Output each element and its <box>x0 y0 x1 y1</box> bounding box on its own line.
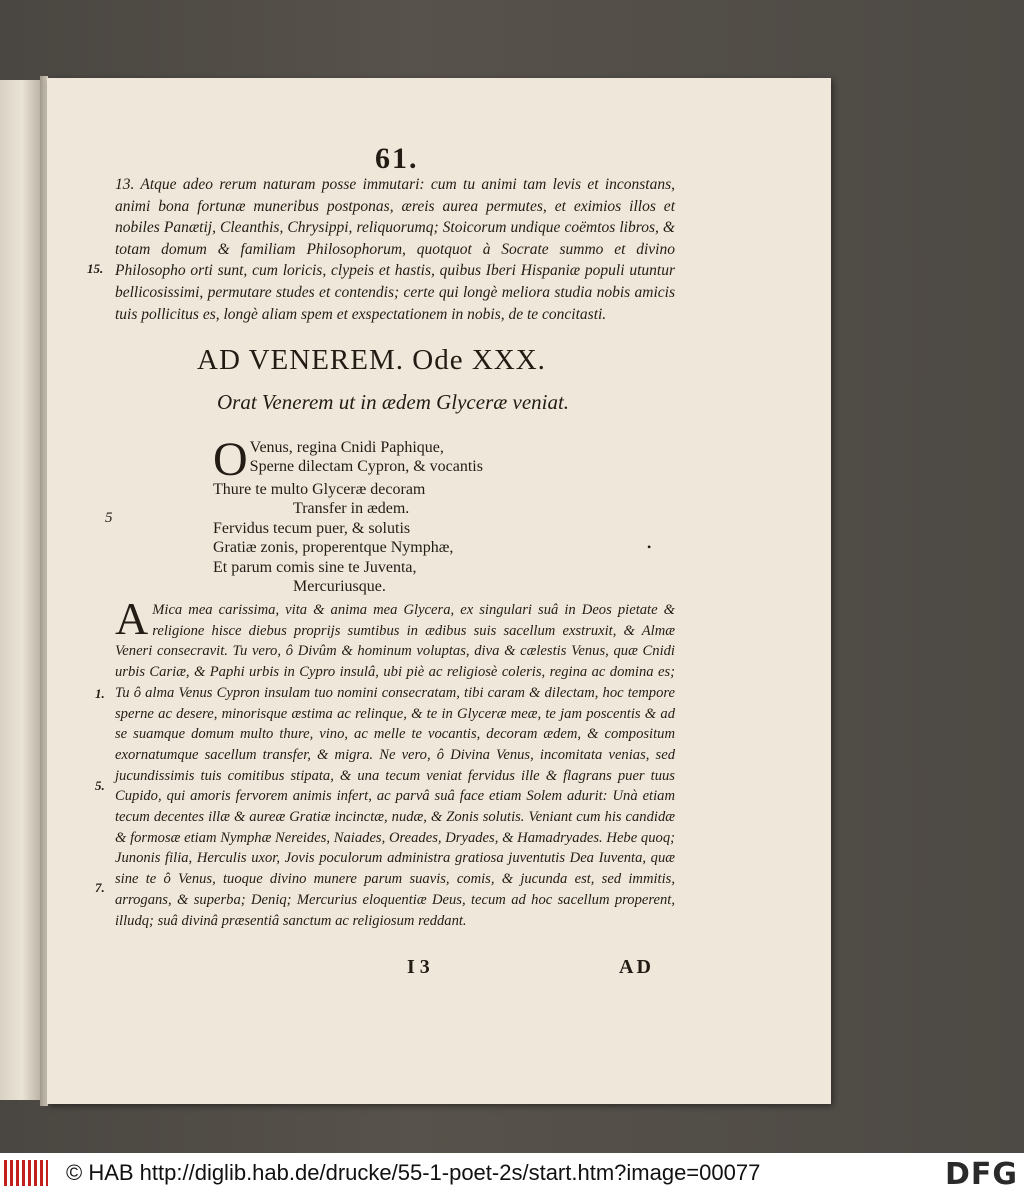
verse-line: Fervidus tecum puer, & solutis <box>213 519 411 537</box>
ink-dot: • <box>647 540 652 554</box>
commentary-dropcap: A <box>115 593 149 644</box>
verse-line-number: 5 <box>105 510 113 526</box>
dfg-logo: DFG <box>944 1157 1018 1192</box>
copyright-bar <box>0 1153 1024 1193</box>
catchword: AD <box>619 956 654 978</box>
book-page <box>47 78 831 1104</box>
copyright-text[interactable]: © HAB http://diglib.hab.de/drucke/55-1-poet-2s/start.htm?image=00077 <box>66 1160 761 1185</box>
verse-line: Et parum comis sine te Juventa, <box>213 558 417 576</box>
verse-line: Transfer in ædem. <box>293 500 410 518</box>
ode-subtitle: Orat Venerem ut in ædem Glyceræ veniat. <box>217 390 570 414</box>
line-marker-15: 15. <box>87 261 104 276</box>
hab-barcode-icon <box>4 1160 48 1186</box>
commentary-line-marker: 1. <box>95 686 105 701</box>
ode-heading: AD VENEREM. Ode XXX. <box>197 344 546 376</box>
commentary-text: Mica mea carissima, vita & anima mea Glycera, ex singulari suâ in Deos pietate & religione hisce diebus proprijs sumtibus in ædibus suis sacellum exstruxit, & Almæ Veneri consecravit. Tu vero, ô Divûm & hominum voluptas, diva & cælestis Venus, quæ Cnidi urbis Cariæ, & Paphi urbis in Cypro insulâ, ubi piè ac religiosè coleris, regina ac domina es; Tu ô alma Venus Cypron insulam tuo nomini consecratam, tibi caram & dilectam, hoc tempore sperne ac desere, minorisque æstima ac relinque, & te in Glyceræ meæ, te jam poscentis & ad se suamque domum multo thure, vino, ac melle te vocantis, decoram ædem, & compositum exornatumque sacellum transfer, & migra. Ne vero, ô Divina Venus, incomitata venias, sed jucundissimis tuis comitibus stipata, & una tecum veniat fervidus ille & flagrans puer tuus Cupido, qui amoris fervorem animis infert, ac parvâ suâ face etiam Solem adurit: Unà etiam tecum decentes illæ & aureæ Gratiæ incinctæ, nudæ, & Zonis solutis. Veniant cum his candidæ & formosæ etiam Nymphæ Nereides, Naiades, Oreades, Dryades, & Hamadryades. Hebe quoq; Junonis filia, Herculis uxor, Jovis poculorum administra gratiosa juventutis Dea Iuventa, quæ sine te ô Venus, tuoque divino munere parum suavis, comis, & jucunda est, sed immitis, arrogans, & superba; Deniq; Mercurius eloquentiæ Deus, tecum ad hoc sacellum properent, illudq; suâ divinâ præsentiâ sanctum ac religiosum reddant. <box>115 602 675 929</box>
verse-dropcap: O <box>213 433 248 486</box>
verse-line: Thure te multo Glyceræ decoram <box>213 481 426 498</box>
verse-line: Mercuriusque. <box>293 578 386 596</box>
commentary-line-marker: 7. <box>95 880 105 895</box>
page-number: 61. <box>375 142 419 175</box>
ode-verse <box>213 433 483 596</box>
signature-mark: I 3 <box>407 956 430 978</box>
verse-line: Venus, regina Cnidi Paphique, <box>249 439 444 456</box>
commentary-line-marker: 5. <box>95 778 105 793</box>
verse-line: Sperne dilectam Cypron, & vocantis <box>249 458 483 476</box>
commentary-paragraph <box>115 593 675 931</box>
verse-line: Gratiæ zonis, properentque Nymphæ, <box>213 539 454 557</box>
left-page-edge <box>0 80 42 1100</box>
intro-paragraph: 13. Atque adeo rerum naturam posse immutari: cum tu animi tam levis et inconstans, animi bona fortunæ muneribus postponas, æreis aurea permutes, et eximios illos et nobiles Panætij, Cleanthis, Chrysippi, reliquorumq; Stoicorum undique coëmtos libros, & totam domum & familiam Philosophorum, quotquot à Socrate summo et divino Philosopho orti sunt, cum loricis, clypeis et hastis, quibus Iberi Hispaniæ populi utuntur bellicosissimi, permutare studes et contendis; certe qui longè meliora studia nobis amicis tuis pollicitus es, longè aliam spem et exspectationem in nobis, de te concitasti. <box>115 176 675 323</box>
